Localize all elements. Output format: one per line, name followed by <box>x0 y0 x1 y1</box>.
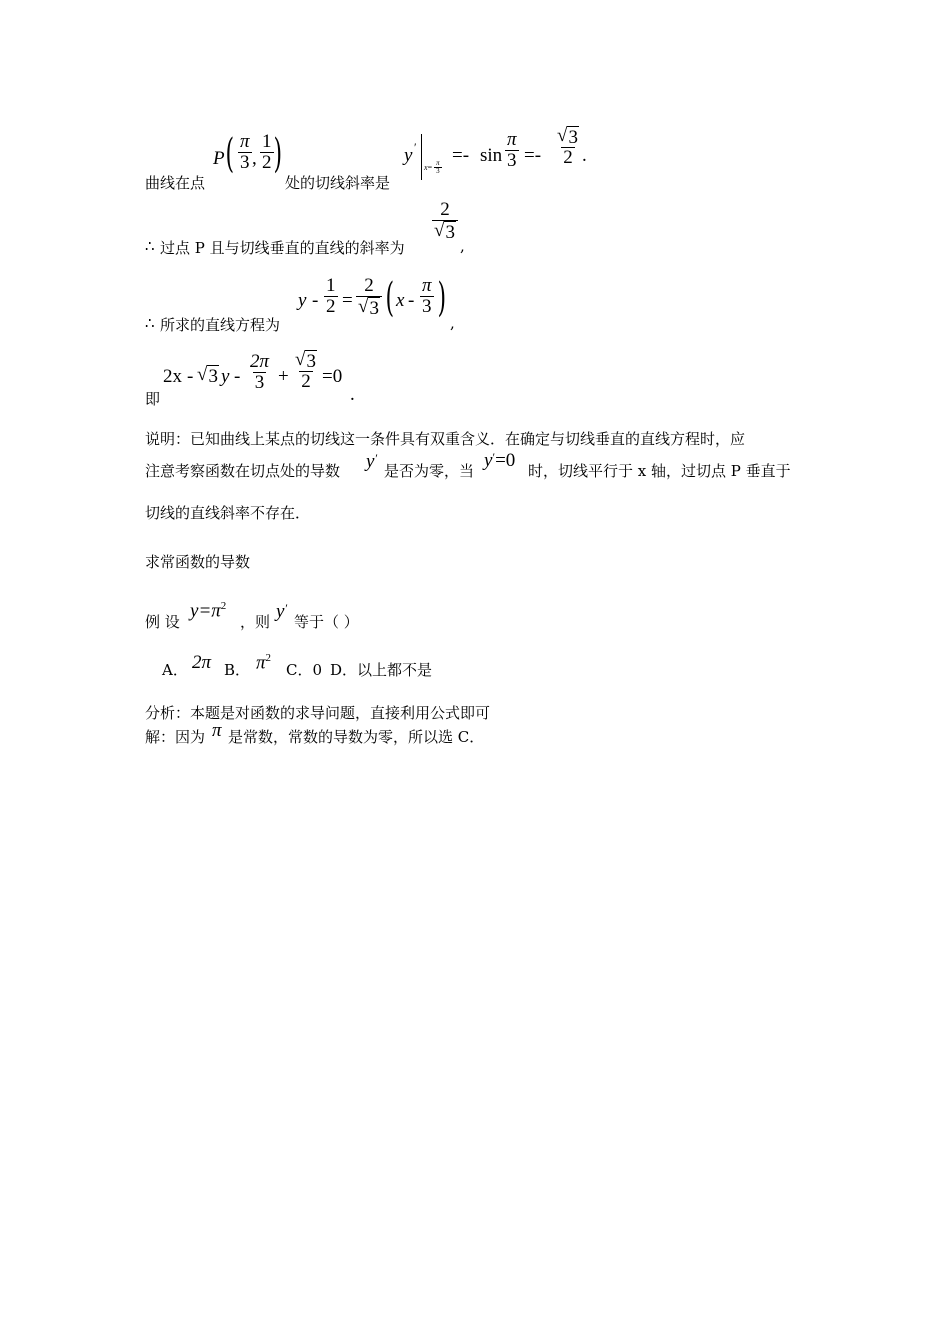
explain-line-2b: 是否为零，当 <box>384 462 475 480</box>
denominator: 2 <box>301 371 311 392</box>
denominator: 3 <box>422 295 432 317</box>
explain-line-3: 切线的直线斜率不存在． <box>145 504 311 522</box>
y: y <box>366 451 375 472</box>
radicand: 3 <box>306 351 316 372</box>
line3-text: 所求的直线方程为 <box>160 316 281 334</box>
therefore-symbol: ∴ <box>145 314 155 332</box>
minus-2: - <box>408 290 415 311</box>
denominator: 2 <box>262 151 272 173</box>
term-2x: 2x <box>163 366 182 387</box>
section-title: 求常函数的导数 <box>145 553 251 571</box>
denominator: 2 <box>326 295 336 317</box>
prime: ′ <box>414 140 417 154</box>
left-paren: ( <box>225 131 235 177</box>
frac-pi-3 <box>418 276 436 318</box>
radicand: 3 <box>208 366 218 387</box>
explain-line-1: 说明：已知曲线上某点的切线这一条件具有双重含义．在确定与切线垂直的直线方程时，应 <box>145 430 746 448</box>
sub-num: π <box>436 159 440 167</box>
minus: - <box>312 290 319 311</box>
y: y <box>276 601 285 622</box>
numerator: π <box>240 131 250 152</box>
option-b-value <box>256 652 271 674</box>
exponent: 2 <box>220 600 227 612</box>
numerator: 2 <box>440 199 450 220</box>
example-mid: ，则 <box>240 613 271 631</box>
frac-2pi-3 <box>246 352 273 394</box>
y-prime-1 <box>366 451 377 473</box>
pi: π <box>256 652 266 674</box>
explain-line-2a: 注意考察函数在切点处的导数 <box>145 462 341 480</box>
option-d: D．以上都不是 <box>330 661 433 679</box>
frac-pi-3b <box>503 130 521 172</box>
option-c: C．0 <box>286 661 323 679</box>
period: . <box>350 384 355 405</box>
period: . <box>582 145 587 166</box>
radicand: 3 <box>369 297 379 319</box>
eq-pi: =π <box>198 600 221 622</box>
y-prime <box>276 601 287 623</box>
y: y <box>190 600 199 622</box>
example-suffix: 等于（ ） <box>294 613 359 631</box>
left-paren: ( <box>385 275 395 321</box>
solution-pi: π <box>212 720 222 741</box>
sub-eq: = <box>427 162 433 172</box>
prime: ′ <box>374 451 378 465</box>
solution-a: 解：因为 <box>145 728 206 746</box>
right-paren: ) <box>437 275 447 321</box>
option-a-value: 2π <box>192 652 212 673</box>
solution-b: 是常数，常数的导数为零，所以选 C． <box>228 728 485 746</box>
line1-mid: 处的切线斜率是 <box>285 174 391 192</box>
denominator: 3 <box>254 371 265 393</box>
frac-1-2 <box>322 276 340 318</box>
sin: sin <box>480 145 503 166</box>
numerator: 2 <box>364 275 374 296</box>
numerator: π <box>507 129 517 150</box>
example-label: 例 设 <box>145 613 180 631</box>
frac-sqrt3-2: √ 3 2 <box>557 125 578 168</box>
therefore-symbol: ∴ <box>145 237 155 255</box>
eq-minus-2: =- <box>524 145 542 166</box>
y-symbol: y <box>404 145 413 166</box>
x-symbol: x <box>396 290 405 311</box>
sub-x: x <box>424 162 428 172</box>
prime: ′ <box>284 601 288 615</box>
line2-text: 过点 P 且与切线垂直的直线的斜率为 <box>160 239 405 257</box>
explain-line-2c: 时，切线平行于 x 轴，过切点 P 垂直于 <box>528 462 791 480</box>
numerator: 1 <box>326 275 336 296</box>
y: y <box>484 450 493 471</box>
eq0: =0 <box>495 450 516 471</box>
y-symbol: y <box>298 290 307 311</box>
y-prime-eq-0 <box>484 450 515 472</box>
comma: , <box>252 148 257 169</box>
sqrt3-term: √ 3 <box>197 364 218 387</box>
eval-bar <box>421 134 422 180</box>
point-P: P <box>213 148 225 169</box>
plus: + <box>278 366 289 387</box>
line3-suffix: , <box>450 314 455 332</box>
numerator: π <box>422 275 432 296</box>
radicand: 3 <box>568 127 578 148</box>
eq-minus: =- <box>452 145 470 166</box>
sub-den: 3 <box>436 167 440 176</box>
equals: = <box>342 290 353 311</box>
denominator: 3 <box>507 149 517 171</box>
analysis: 分析：本题是对函数的求导问题，直接利用公式即可 <box>145 704 491 722</box>
line4-prefix: 即 <box>145 390 161 408</box>
exponent: 2 <box>265 652 272 664</box>
minus: - <box>187 366 194 387</box>
expr-2x <box>163 366 182 388</box>
example-expr <box>190 600 226 622</box>
numerator: 2π <box>250 351 270 372</box>
line1-prefix: 曲线在点 <box>145 174 206 192</box>
eval-subscript <box>424 160 444 176</box>
frac-2-sqrt3: 2 √ 3 <box>354 276 384 318</box>
denominator: 2 <box>563 147 573 168</box>
option-a-label: A． <box>162 661 188 679</box>
frac-sqrt3-2: √ 3 2 <box>295 349 316 392</box>
numerator: 1 <box>262 131 272 152</box>
radicand: 3 <box>445 221 455 243</box>
prime: ′ <box>492 450 496 464</box>
option-b-label: B． <box>224 661 251 679</box>
denominator: 3 <box>240 151 250 173</box>
minus-2: - <box>234 366 241 387</box>
y-symbol: y <box>221 366 230 387</box>
frac-pi-3 <box>236 132 254 174</box>
frac-2-sqrt3: 2 √ 3 <box>430 200 460 242</box>
equals-zero: =0 <box>322 366 343 387</box>
line2-suffix: , <box>460 237 465 255</box>
right-paren: ) <box>273 131 283 177</box>
